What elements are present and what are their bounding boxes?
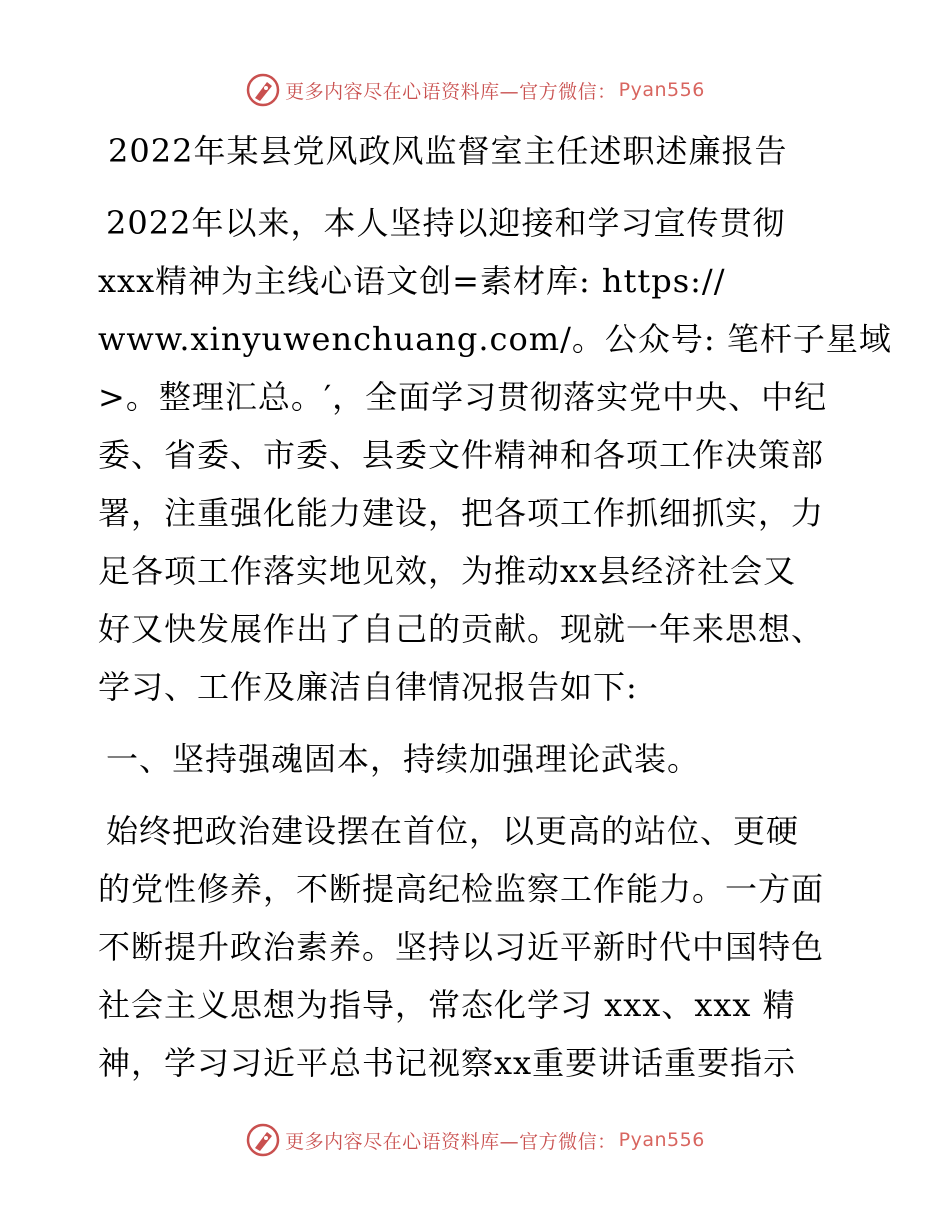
text-line: 始终把政治建设摆在首位，以更高的站位、更硬 [106,812,800,850]
watermark-text: 更多内容尽在心语资料库—官方微信： [285,80,617,103]
text-line: 社会主义思想为指导，常态化学习 xxx、xxx 精 [98,986,796,1024]
section-heading [98,730,858,788]
pen-nib-circle-icon [245,72,281,108]
pen-nib-circle-icon [245,1122,281,1158]
paragraph-1 [98,194,892,716]
watermark-wechat-id: Pyan556 [618,1129,705,1151]
text-line: www.xinyuwenchuang.com/。公众号: 笔杆子星域 [98,320,892,358]
watermark-wechat-id: Pyan556 [618,79,705,101]
text-line: 足各项工作落实地见效，为推动xx县经济社会又 [98,552,797,590]
document-body [98,120,892,1106]
text-line: 2022年以来，本人坚持以迎接和学习宣传贯彻 [106,204,786,242]
footer-watermark [0,1120,950,1160]
header-watermark [0,70,950,110]
text-line: 的党性修养，不断提高纪检监察工作能力。一方面 [98,870,825,908]
document-title: 2022年某县党风政风监督室主任述职述廉报告 [108,132,788,170]
text-line: >。整理汇总。′，全面学习贯彻落实党中央、中纪 [98,378,828,416]
text-line: 署，注重强化能力建设，把各项工作抓细抓实，力 [98,494,825,532]
text-line: xxx精神为主线心语文创=素材库: https:// [98,262,726,300]
watermark-text: 更多内容尽在心语资料库—官方微信： [285,1130,617,1153]
text-line: 学习、工作及廉洁自律情况报告如下: [98,668,638,706]
text-line: 神，学习习近平总书记视察xx重要讲话重要指示 [98,1044,797,1082]
paragraph-2 [98,802,858,1092]
text-line: 委、省委、市委、县委文件精神和各项工作决策部 [98,436,825,474]
text-line: 一、坚持强魂固本，持续加强理论武装。 [106,740,701,778]
text-line: 好又快发展作出了自己的贡献。现就一年来思想、 [98,610,825,648]
text-line: 不断提升政治素养。坚持以习近平新时代中国特色 [98,928,825,966]
